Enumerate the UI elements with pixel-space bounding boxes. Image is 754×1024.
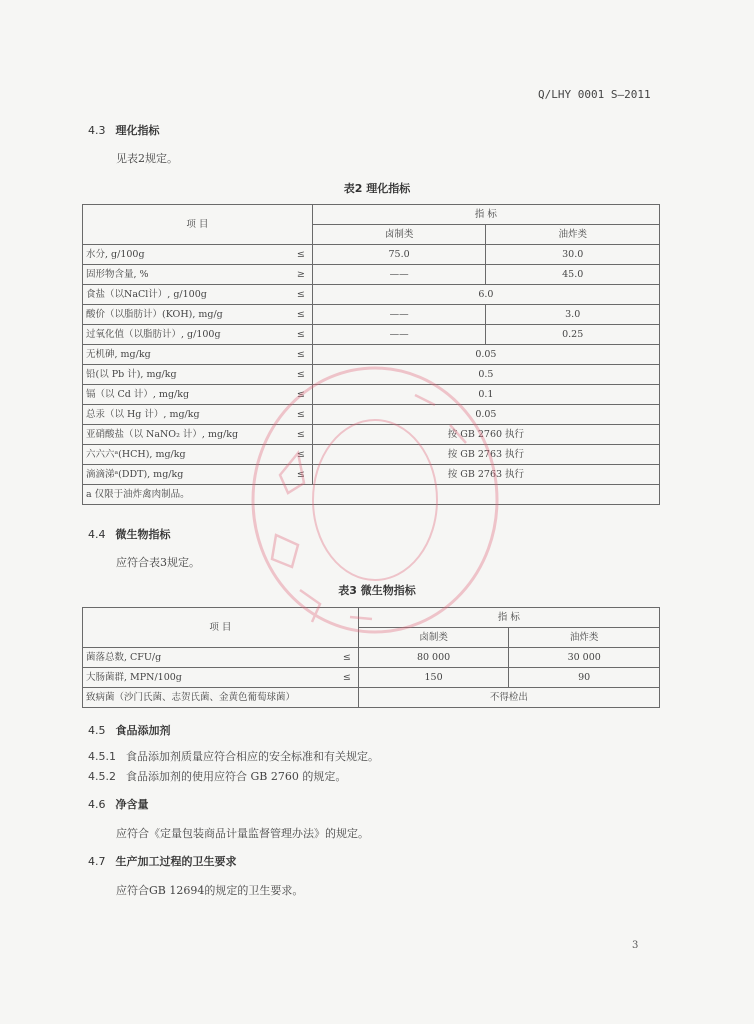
row-symbol: ≤ [342, 672, 351, 683]
section-4-7-body: 应符合GB 12694的规定的卫生要求。 [116, 884, 304, 897]
section-number: 4.3 [88, 124, 106, 137]
section-title: 理化指标 [115, 124, 160, 137]
table-row [83, 648, 660, 668]
row-name: 镉（以 Cd 计）, mg/kg [86, 389, 190, 400]
section-number: 4.7 [88, 855, 106, 868]
cell-col1: —— [312, 305, 486, 325]
table-2-header-index: 指 标 [312, 205, 659, 225]
cell-col2: 30 000 [509, 648, 660, 668]
row-name: 大肠菌群, MPN/100g [86, 672, 182, 683]
cell-col2: 45.0 [486, 265, 660, 285]
row-name: 致病菌（沙门氏菌、志贺氏菌、金黄色葡萄球菌） [83, 688, 359, 708]
row-symbol: ≤ [342, 652, 351, 663]
table-3-header-index: 指 标 [358, 608, 659, 628]
document-code: Q/LHY 0001 S—2011 [538, 88, 651, 101]
section-number: 4.5.2 [88, 770, 116, 783]
row-symbol: ≤ [296, 449, 305, 460]
table-row [83, 305, 660, 325]
section-4-5-1 [88, 748, 379, 764]
section-4-4-body: 应符合表3规定。 [116, 556, 200, 569]
table-2-caption: 表2 理化指标 [343, 182, 411, 195]
row-name: 水分, g/100g [86, 249, 145, 260]
cell-merged: 0.05 [312, 405, 659, 425]
cell-col2: 3.0 [486, 305, 660, 325]
section-4-3-body: 见表2规定。 [116, 152, 178, 165]
table-row [83, 265, 660, 285]
section-4-6-body: 应符合《定量包装商品计量监督管理办法》的规定。 [116, 827, 369, 840]
section-body: 食品添加剂的使用应符合 GB 2760 的规定。 [126, 770, 347, 783]
section-4-4-heading [88, 526, 171, 542]
table-row [83, 688, 660, 708]
row-name: 过氧化值（以脂肪计）, g/100g [86, 329, 221, 340]
cell-col1: 75.0 [312, 245, 486, 265]
row-name: 无机砷, mg/kg [86, 349, 151, 360]
cell-col1: —— [312, 265, 486, 285]
section-4-7-heading [88, 853, 237, 869]
table-3-header-item: 项 目 [83, 608, 359, 648]
table-2-footnote: a 仅限于油炸禽肉制品。 [83, 485, 660, 505]
page-number: 3 [632, 940, 639, 951]
cell-merged: 0.1 [312, 385, 659, 405]
cell-merged: 0.5 [312, 365, 659, 385]
section-number: 4.4 [88, 528, 106, 541]
cell-merged: 按 GB 2763 执行 [312, 465, 659, 485]
section-title: 食品添加剂 [115, 724, 171, 737]
row-symbol: ≤ [296, 469, 305, 480]
row-name: 菌落总数, CFU/g [86, 652, 162, 663]
section-number: 4.5 [88, 724, 106, 737]
section-title: 净含量 [115, 798, 149, 811]
section-4-5-2 [88, 768, 346, 784]
cell-col2: 90 [509, 668, 660, 688]
row-symbol: ≤ [296, 309, 305, 320]
section-number: 4.6 [88, 798, 106, 811]
section-4-5-heading [88, 722, 171, 738]
row-symbol: ≤ [296, 369, 305, 380]
table-row [83, 285, 660, 305]
row-symbol: ≤ [296, 389, 305, 400]
row-symbol: ≤ [296, 329, 305, 340]
row-symbol: ≥ [296, 269, 305, 280]
row-name: 酸价（以脂肪计）(KOH), mg/g [86, 309, 223, 320]
row-name: 铅(以 Pb 计), mg/kg [86, 369, 177, 380]
cell-merged: 6.0 [312, 285, 659, 305]
cell-col1: —— [312, 325, 486, 345]
cell-col2: 30.0 [486, 245, 660, 265]
official-seal-icon [240, 355, 510, 645]
section-body: 食品添加剂质量应符合相应的安全标准和有关规定。 [126, 750, 379, 763]
row-symbol: ≤ [296, 409, 305, 420]
table-3-header-col1: 卤制类 [358, 628, 509, 648]
row-symbol: ≤ [296, 429, 305, 440]
row-symbol: ≤ [296, 249, 305, 260]
row-name: 六六六ᵃ(HCH), mg/kg [86, 449, 186, 460]
table-2-header-item: 项 目 [83, 205, 313, 245]
table-row [83, 245, 660, 265]
cell-merged: 按 GB 2763 执行 [312, 445, 659, 465]
section-4-3-heading [88, 122, 160, 138]
cell-merged: 按 GB 2760 执行 [312, 425, 659, 445]
table-2-header-col1: 卤制类 [312, 225, 486, 245]
row-name: 固形物含量, % [86, 269, 149, 280]
cell-col1: 80 000 [358, 648, 509, 668]
section-title: 生产加工过程的卫生要求 [115, 855, 237, 868]
row-symbol: ≤ [296, 289, 305, 300]
section-number: 4.5.1 [88, 750, 116, 763]
table-2-header-col2: 油炸类 [486, 225, 660, 245]
row-name: 亚硝酸盐（以 NaNO₂ 计）, mg/kg [86, 429, 239, 440]
row-name: 总汞（以 Hg 计）, mg/kg [86, 409, 200, 420]
cell-col2: 0.25 [486, 325, 660, 345]
row-symbol: ≤ [296, 349, 305, 360]
row-name: 食盐（以NaCl计）, g/100g [86, 289, 207, 300]
cell-merged: 0.05 [312, 345, 659, 365]
cell-merged: 不得检出 [358, 688, 659, 708]
table-row [83, 325, 660, 345]
table-3-header-col2: 油炸类 [509, 628, 660, 648]
cell-col1: 150 [358, 668, 509, 688]
row-name: 滴滴涕ᵃ(DDT), mg/kg [86, 469, 184, 480]
section-4-6-heading [88, 796, 149, 812]
table-3-caption: 表3 微生物指标 [338, 584, 416, 597]
section-title: 微生物指标 [115, 528, 171, 541]
table-row [83, 668, 660, 688]
